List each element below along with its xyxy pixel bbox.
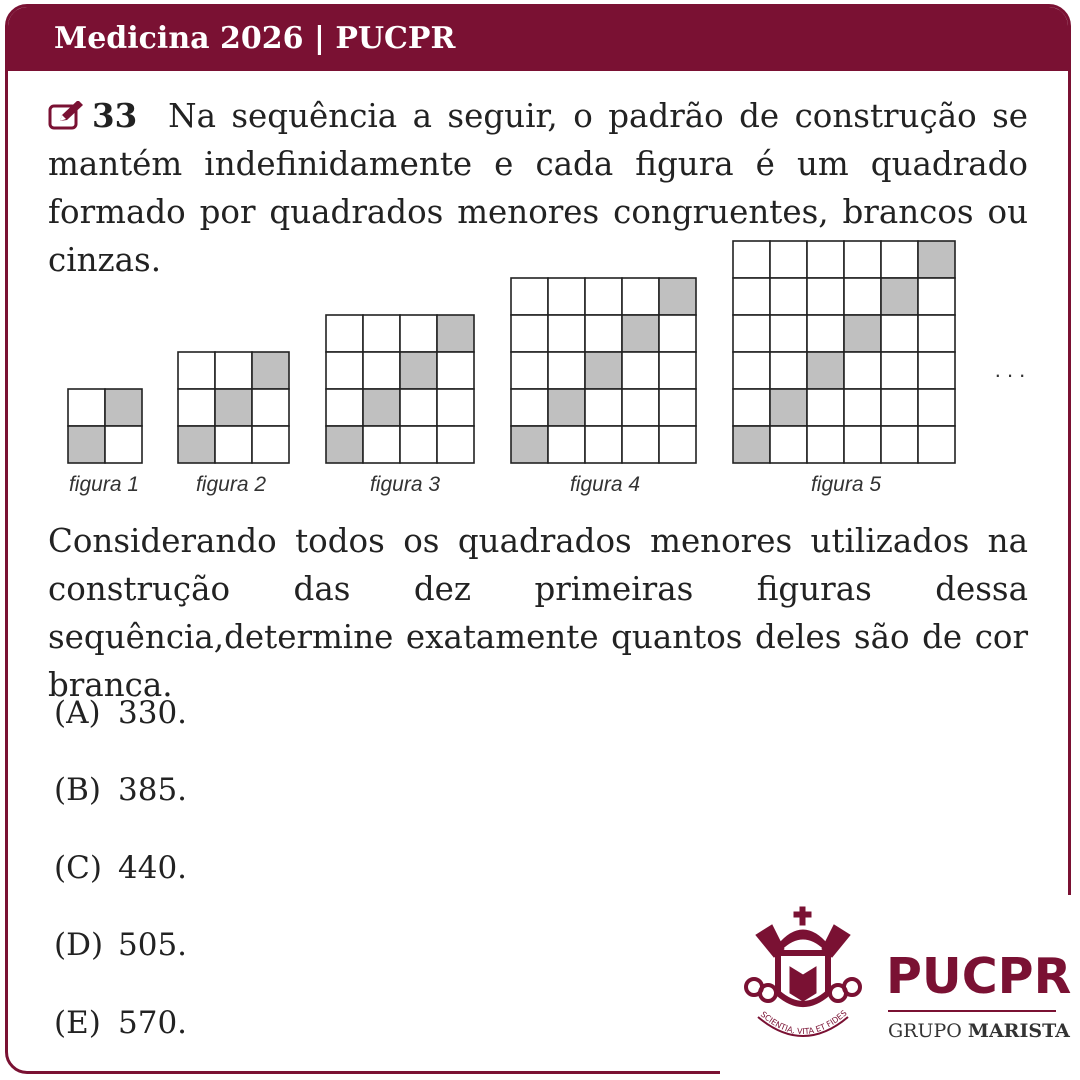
white-cell [400, 315, 437, 352]
option-value: 505. [118, 927, 188, 963]
white-cell [215, 426, 252, 463]
gray-cell [733, 426, 770, 463]
option-b[interactable] [54, 772, 187, 808]
ellipsis: . . . [994, 357, 1026, 382]
white-cell [733, 389, 770, 426]
white-cell [585, 389, 622, 426]
white-cell [548, 315, 585, 352]
figure-sequence [0, 235, 1080, 505]
white-cell [844, 389, 881, 426]
logo-motto: SCIENTIA, VITA ET FIDES [758, 1008, 849, 1037]
gray-cell [844, 315, 881, 352]
white-cell [844, 352, 881, 389]
white-cell [548, 352, 585, 389]
white-cell [881, 241, 918, 278]
option-letter: (B) [54, 772, 101, 808]
gray-cell [437, 315, 474, 352]
white-cell [807, 389, 844, 426]
logo-subtitle-light: GRUPO [888, 1020, 962, 1042]
white-cell [437, 389, 474, 426]
option-letter: (C) [54, 850, 102, 886]
logo-subtitle-bold: MARISTA [967, 1020, 1070, 1042]
option-letter: (D) [54, 927, 104, 963]
option-value: 330. [118, 695, 188, 731]
gray-cell [622, 315, 659, 352]
option-value: 440. [118, 850, 188, 886]
white-cell [807, 278, 844, 315]
gray-cell [548, 389, 585, 426]
white-cell [918, 352, 955, 389]
gray-cell [918, 241, 955, 278]
white-cell [363, 315, 400, 352]
white-cell [881, 352, 918, 389]
white-cell [511, 315, 548, 352]
gray-cell [178, 426, 215, 463]
question-prompt: Considerando todos os quadrados menores utilizados na construção das dez primeiras figuras dessa sequência,determine exatamente quantos deles são de cor branca. [48, 522, 1028, 704]
option-value: 385. [118, 772, 188, 808]
gray-cell [511, 426, 548, 463]
gray-cell [215, 389, 252, 426]
white-cell [807, 426, 844, 463]
option-letter: (A) [54, 695, 101, 731]
white-cell [622, 352, 659, 389]
white-cell [659, 352, 696, 389]
white-cell [770, 352, 807, 389]
white-cell [770, 426, 807, 463]
white-cell [807, 315, 844, 352]
white-cell [363, 426, 400, 463]
white-cell [326, 389, 363, 426]
white-cell [437, 426, 474, 463]
white-cell [881, 315, 918, 352]
white-cell [881, 389, 918, 426]
white-cell [326, 352, 363, 389]
figure-label: figura 1 [68, 473, 140, 496]
white-cell [659, 389, 696, 426]
white-cell [844, 278, 881, 315]
gray-cell [326, 426, 363, 463]
question-text: Na sequência a seguir, o padrão de construção se mantém indefinidamente e cada figura é um quadrado formado por quadrados menores congruentes, brancos ou cinzas. [48, 97, 1028, 279]
figure-5 [733, 241, 955, 496]
gray-cell [807, 352, 844, 389]
gray-cell [659, 278, 696, 315]
white-cell [733, 352, 770, 389]
white-cell [844, 241, 881, 278]
white-cell [548, 278, 585, 315]
figure-4 [511, 278, 696, 496]
white-cell [252, 389, 289, 426]
gray-cell [770, 389, 807, 426]
white-cell [326, 315, 363, 352]
gray-cell [585, 352, 622, 389]
white-cell [363, 352, 400, 389]
white-cell [807, 241, 844, 278]
white-cell [178, 389, 215, 426]
figure-3 [326, 315, 474, 496]
white-cell [918, 389, 955, 426]
white-cell [400, 426, 437, 463]
white-cell [511, 389, 548, 426]
figure-label: figura 4 [569, 473, 641, 496]
gray-cell [400, 352, 437, 389]
white-cell [400, 389, 437, 426]
white-cell [918, 278, 955, 315]
white-cell [511, 352, 548, 389]
white-cell [585, 426, 622, 463]
white-cell [770, 315, 807, 352]
figure-1 [68, 389, 142, 496]
white-cell [844, 426, 881, 463]
white-cell [733, 315, 770, 352]
white-cell [437, 352, 474, 389]
white-cell [622, 278, 659, 315]
logo-divider [888, 1010, 1056, 1012]
white-cell [252, 426, 289, 463]
white-cell [918, 426, 955, 463]
white-cell [733, 278, 770, 315]
white-cell [659, 315, 696, 352]
white-cell [178, 352, 215, 389]
white-cell [68, 389, 105, 426]
option-e[interactable] [54, 1005, 187, 1041]
gray-cell [881, 278, 918, 315]
gray-cell [105, 389, 142, 426]
white-cell [105, 426, 142, 463]
white-cell [770, 278, 807, 315]
figure-label: figura 3 [369, 473, 441, 496]
gray-cell [252, 352, 289, 389]
white-cell [622, 426, 659, 463]
logo-name: PUCPR [886, 948, 1072, 1005]
svg-text:SCIENTIA, VITA ET FIDES [759, 1009, 849, 1037]
gray-cell [68, 426, 105, 463]
figure-2 [178, 352, 289, 496]
white-cell [215, 352, 252, 389]
white-cell [622, 389, 659, 426]
gray-cell [363, 389, 400, 426]
logo-subtitle [888, 1020, 1070, 1042]
white-cell [585, 315, 622, 352]
white-cell [918, 315, 955, 352]
white-cell [659, 426, 696, 463]
white-cell [770, 241, 807, 278]
pucpr-crest-icon [738, 905, 868, 1055]
option-value: 570. [118, 1005, 188, 1041]
white-cell [585, 278, 622, 315]
white-cell [881, 426, 918, 463]
question-number: 33 [92, 96, 138, 135]
white-cell [733, 241, 770, 278]
white-cell [548, 426, 585, 463]
header-title: Medicina 2026 | PUCPR [8, 7, 1068, 71]
figure-label: figura 5 [810, 473, 882, 496]
option-a[interactable] [54, 695, 187, 731]
option-d[interactable] [54, 927, 187, 963]
edit-icon [48, 96, 86, 126]
white-cell [511, 278, 548, 315]
option-c[interactable] [54, 850, 187, 886]
option-letter: (E) [54, 1005, 101, 1041]
figure-label: figura 2 [195, 473, 267, 496]
